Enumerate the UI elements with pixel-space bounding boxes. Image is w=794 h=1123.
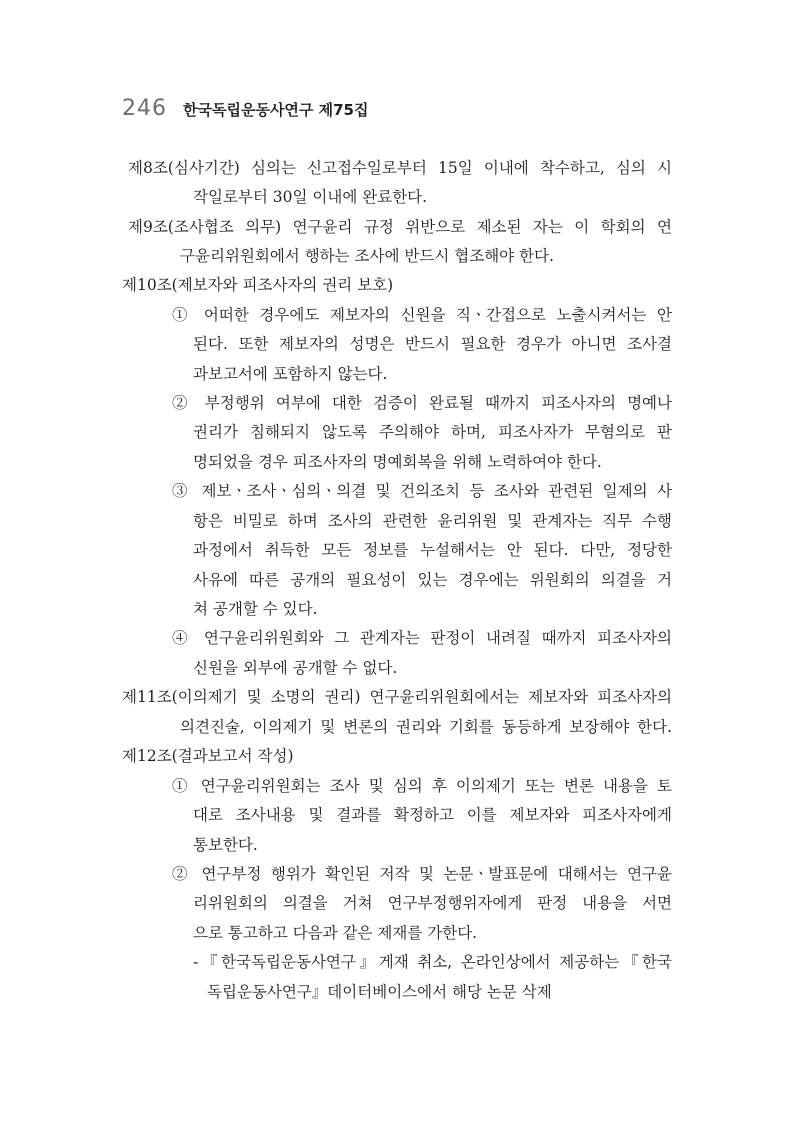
- article-12-item-2-line-2: 리위원회의 의결을 거쳐 연구부정행위자에게 판정 내용을 서면: [193, 894, 672, 912]
- article-8-line-1: 제8조(심사기간) 심의는 신고접수일로부터 15일 이내에 착수하고, 심의 시: [128, 159, 672, 177]
- article-12-item-1-line-2: 대로 조사내용 및 결과를 확정하고 이를 제보자와 피조사자에게: [193, 806, 672, 824]
- article-9-line-2: 구윤리위원회에서 행하는 조사에 반드시 협조해야 한다.: [180, 247, 554, 265]
- article-12-item-2-line-3: 으로 통고하고 다음과 같은 제재를 가한다.: [193, 924, 478, 942]
- article-10-item-4-line-1: ④ 연구윤리위원회와 그 관계자는 판정이 내려질 때까지 피조사자의: [172, 629, 672, 647]
- article-11-line-2: 의견진술, 이의제기 및 변론의 권리와 기회를 동등하게 보장해야 한다.: [180, 718, 672, 736]
- article-9-line-1: 제9조(조사협조 의무) 연구윤리 규정 위반으로 제소된 자는 이 학회의 연: [128, 218, 672, 236]
- article-10-item-1-line-1: ① 어떠한 경우에도 제보자의 신원을 직ㆍ간접으로 노출시켜서는 안: [172, 306, 672, 324]
- article-8-line-2: 작일로부터 30일 이내에 완료한다.: [193, 188, 428, 206]
- article-10-heading: 제10조(제보자와 피조사자의 권리 보호): [122, 276, 394, 294]
- article-10-item-3-line-1: ③ 제보ㆍ조사ㆍ심의ㆍ의결 및 건의조치 등 조사와 관련된 일제의 사: [172, 482, 672, 500]
- article-12-sub-line-2: 독립운동사연구』데이터베이스에서 해당 논문 삭제: [207, 983, 552, 1001]
- article-10-item-1-line-2: 된다. 또한 제보자의 성명은 반드시 필요한 경우가 아니면 조사결: [193, 335, 672, 353]
- article-10-item-3-line-4: 사유에 따른 공개의 필요성이 있는 경우에는 위원회의 의결을 거: [193, 571, 672, 589]
- article-12-heading: 제12조(결과보고서 작성): [122, 747, 294, 765]
- article-10-item-3-line-5: 쳐 공개할 수 있다.: [193, 600, 318, 618]
- journal-title: 한국독립운동사연구 제75집: [183, 101, 369, 119]
- article-11-line-1: 제11조(이의제기 및 소명의 권리) 연구윤리위원회에서는 제보자와 피조사자의: [122, 688, 672, 706]
- article-10-item-3-line-3: 과정에서 취득한 모든 정보를 누설해서는 안 된다. 다만, 정당한: [193, 541, 672, 559]
- article-12-item-1-line-3: 통보한다.: [193, 836, 258, 854]
- article-12-item-1-line-1: ① 연구윤리위원회는 조사 및 심의 후 이의제기 또는 변론 내용을 토: [172, 777, 672, 795]
- article-12-item-2-line-1: ② 연구부정 행위가 확인된 저작 및 논문ㆍ발표문에 대해서는 연구윤: [172, 865, 672, 883]
- article-10-item-3-line-2: 항은 비밀로 하며 조사의 관련한 윤리위원 및 관계자는 직무 수행: [193, 512, 672, 530]
- article-10-item-1-line-3: 과보고서에 포함하지 않는다.: [193, 365, 388, 383]
- article-12-sub-line-1: -『한국독립운동사연구』게재 취소, 온라인상에서 제공하는『한국: [193, 953, 672, 971]
- article-10-item-4-line-2: 신원을 외부에 공개할 수 없다.: [193, 659, 398, 677]
- article-10-item-2-line-1: ② 부정행위 여부에 대한 검증이 완료될 때까지 피조사자의 명예나: [172, 394, 672, 412]
- running-header: [122, 96, 369, 121]
- page-number: 246: [122, 96, 167, 121]
- article-10-item-2-line-2: 권리가 침해되지 않도록 주의해야 하며, 피조사자가 무혐의로 판: [193, 423, 672, 441]
- article-10-item-2-line-3: 명되었을 경우 피조사자의 명예회복을 위해 노력하여야 한다.: [193, 453, 602, 471]
